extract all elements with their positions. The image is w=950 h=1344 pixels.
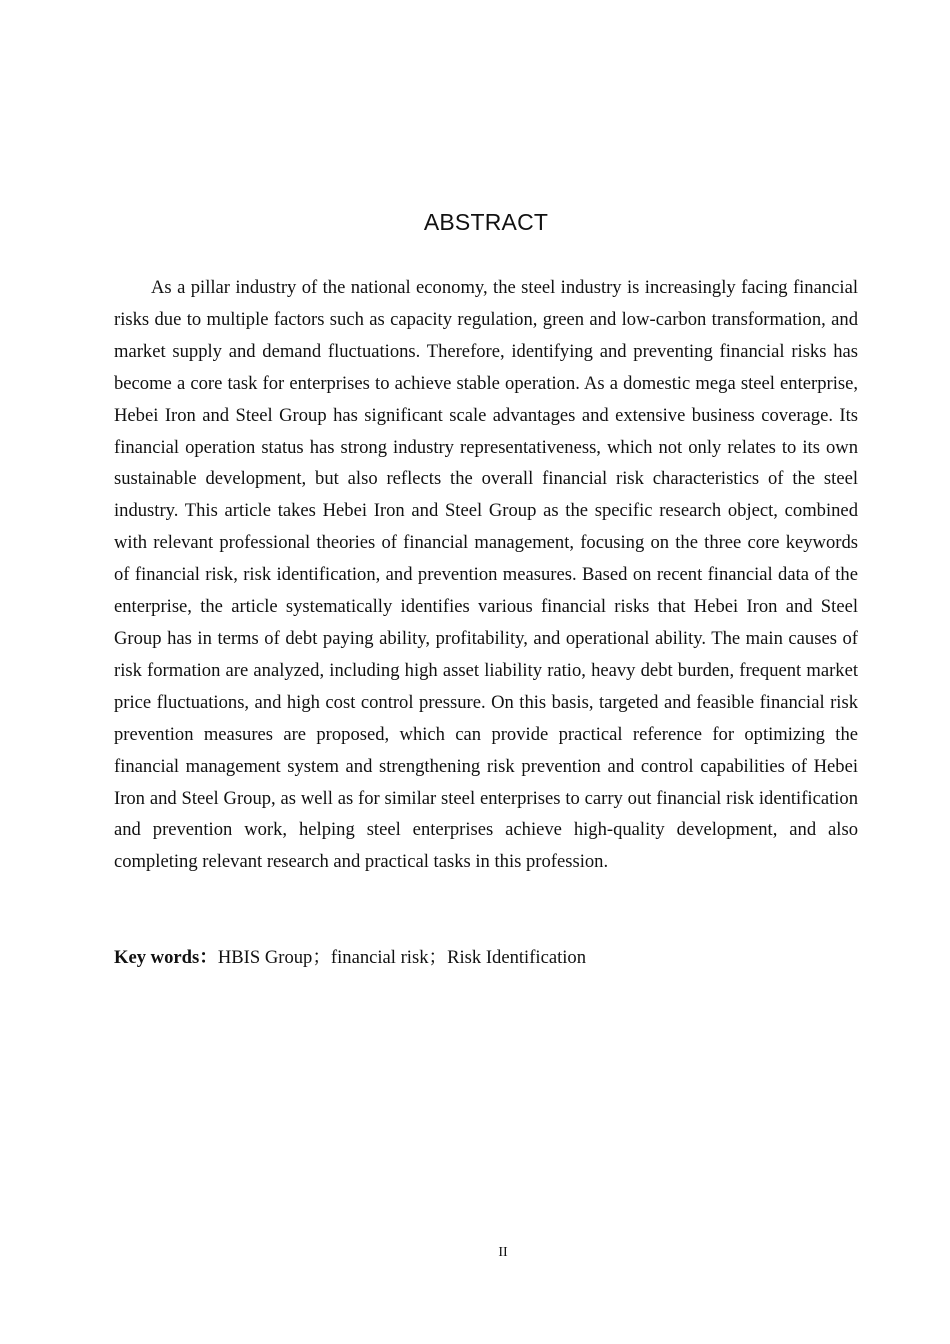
keywords-line [114,942,858,974]
abstract-body: As a pillar industry of the national economy, the steel industry is increasingly facing financial risks due to multiple factors such as capacity regulation, green and low-carbon transformation, and market supply and demand fluctuations. Therefore, identifying and preventing financial risks has become a core task for enterprises to achieve stable operation. As a domestic mega steel enterprise, Hebei Iron and Steel Group has significant scale advantages and extensive business coverage. Its financial operation status has strong industry representativeness, which not only relates to its own sustainable development, but also reflects the overall financial risk characteristics of the steel industry. This article takes Hebei Iron and Steel Group as the specific research object, combined with relevant professional theories of financial management, focusing on the three core keywords of financial risk, risk identification, and prevention measures. Based on recent financial data of the enterprise, the article systematically identifies various financial risks that Hebei Iron and Steel Group has in terms of debt paying ability, profitability, and operational ability. The main causes of risk formation are analyzed, including high asset liability ratio, heavy debt burden, frequent market price fluctuations, and high cost control pressure. On this basis, targeted and feasible financial risk prevention measures are proposed, which can provide practical reference for optimizing the financial management system and strengthening risk prevention and control capabilities of Hebei Iron and Steel Group, as well as for similar steel enterprises to carry out financial risk identification and prevention work, helping steel enterprises achieve high-quality development, and also completing relevant research and practical tasks in this profession. [114,277,858,873]
keywords-value: HBIS Group；financial risk；Risk Identification [217,947,587,968]
page-number: II [498,1245,508,1260]
abstract-title: ABSTRACT [423,209,549,235]
keywords-label: Key words： [114,947,218,968]
